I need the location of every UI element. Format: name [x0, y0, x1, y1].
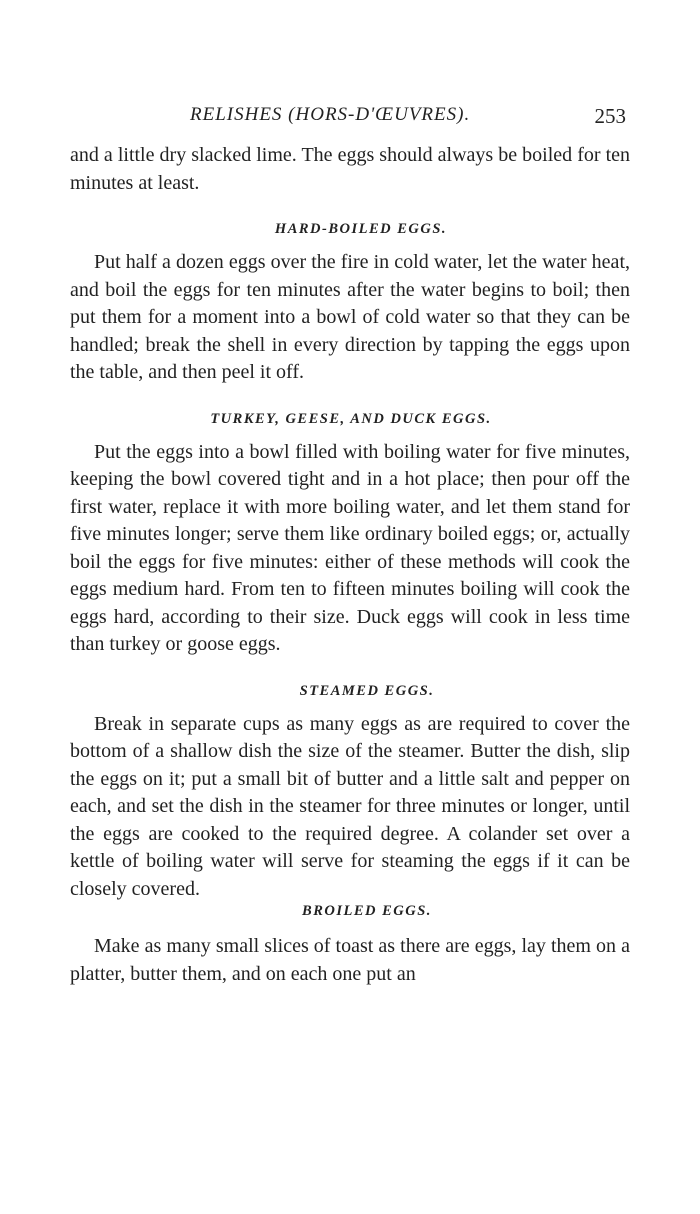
continuation-paragraph: and a little dry slacked lime. The eggs should always be boiled for ten minutes at least. — [70, 144, 630, 194]
section-text-broiled-eggs: Make as many small slices of toast as there are eggs, lay them on a platter, butter them, and on each one put an — [70, 935, 630, 985]
section-heading-broiled-eggs: BROILED EGGS. — [302, 903, 432, 919]
page-number: 253 — [594, 104, 626, 128]
running-head — [70, 100, 630, 140]
section-text-hard-boiled-eggs: Put half a dozen eggs over the fire in cold water, let the water heat, and boil the eggs for ten minutes after the water begins to boil; then put them for a moment into a bowl of cold water so that they can be handled; break the shell in every direction by tapping the eggs upon the table, and then peel it off. — [70, 251, 630, 383]
section-text-steamed-eggs: Break in separate cups as many eggs as are required to cover the bottom of a shallow dish the size of the steamer. Butter the dish, slip the eggs on it; put a small bit of butter and a little salt and pepper on each, and set the dish in the steamer for three minutes or longer, until the eggs are cooked to the required degree. A colander set over a kettle of boiling water will serve for steaming the eggs if it can be closely covered. — [70, 712, 630, 900]
book-page — [70, 100, 630, 988]
section-text-turkey-geese-duck-eggs: Put the eggs into a bowl filled with boiling water for five minutes, keeping the bowl covered tight and in a hot place; then pour off the first water, replace it with more boiling water, and let them stand for five minutes longer; serve them like ordinary boiled eggs; or, actually boil the eggs for five minutes: either of these methods will cook the eggs medium hard. From ten to fifteen minutes boiling will cook the eggs hard, according to their size. Duck eggs will cook in less time than turkey or goose eggs. — [70, 440, 630, 655]
section-heading-turkey-geese-duck-eggs: TURKEY, GEESE, AND DUCK EGGS. — [210, 410, 492, 427]
section-heading-hard-boiled-eggs: HARD-BOILED EGGS. — [274, 221, 448, 237]
running-title: RELISHES (HORS-D'ŒUVRES). — [190, 104, 471, 125]
section-heading-steamed-eggs: STEAMED EGGS. — [299, 682, 435, 699]
